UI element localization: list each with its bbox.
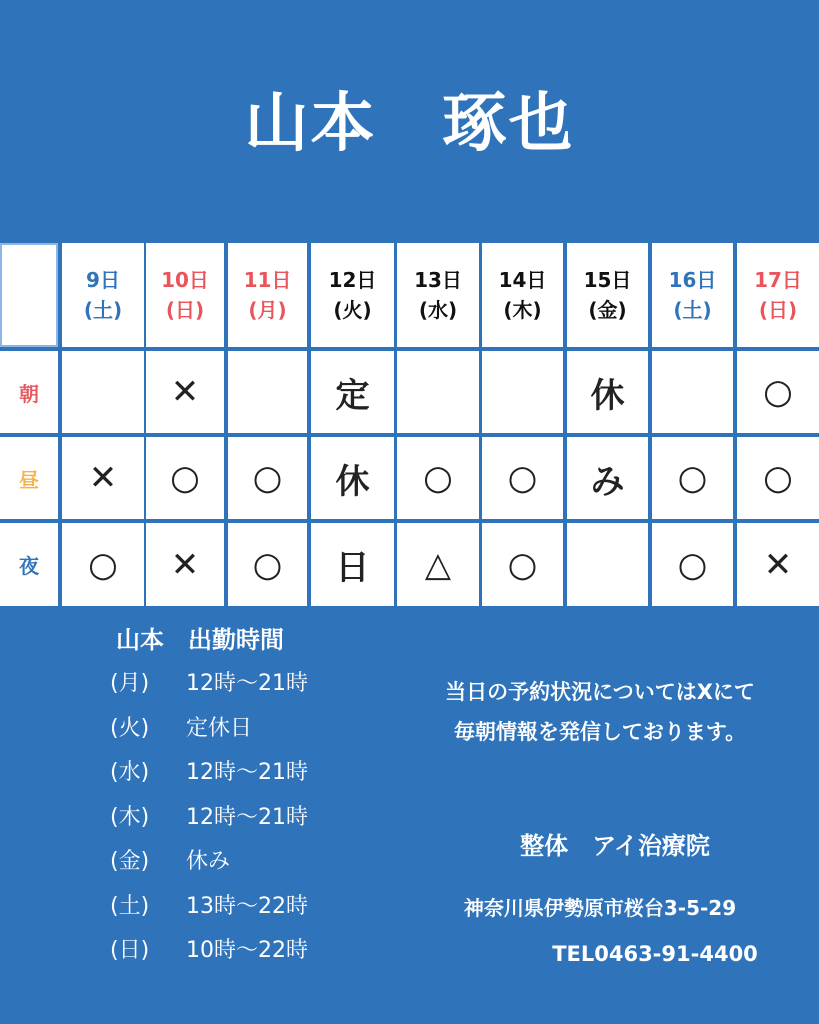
schedule-cell [62,351,144,433]
schedule-cell: ✕ [737,523,819,606]
day-date: 14日 [498,268,547,292]
schedule-table [0,243,819,606]
hours-time: 13時〜22時 [186,893,308,919]
schedule-cell: 休 [311,437,394,519]
schedule-cell [652,351,733,433]
hours-day: (火) [110,715,150,741]
schedule-cell: ○ [228,437,307,519]
schedule-cell: ✕ [146,523,224,606]
hours-day: (月) [110,671,150,696]
hours-list [110,662,308,974]
hours-time: 12時〜21時 [186,760,308,785]
notice-line: 当日の予約状況についてはXにて [445,680,755,704]
day-weekday: (木) [503,298,542,322]
day-weekday: (土) [673,298,712,322]
row-label: 夜 [0,523,58,606]
day-weekday: (日) [165,298,205,322]
hours-row [110,885,308,930]
hours-row [110,751,308,796]
day-date: 11日 [243,268,292,292]
schedule-cell: ○ [482,437,563,519]
schedule-cell: ○ [652,523,733,606]
day-date: 10日 [161,268,209,292]
schedule-cell: ○ [652,437,733,519]
hours-time: 10時〜22時 [186,938,308,963]
notice-line: 毎朝情報を発信しております。 [453,720,747,744]
schedule-cell [397,351,479,433]
schedule-cell: 日 [311,523,394,606]
day-weekday: (水) [418,298,458,322]
clinic-tel: TEL0463-91-4400 [552,942,758,966]
hours-title: 山本 出勤時間 [116,626,284,654]
day-date: 13日 [414,268,462,292]
day-header [62,243,144,347]
schedule-cell: ○ [62,523,144,606]
day-date: 12日 [328,268,377,292]
schedule-cell [228,351,307,433]
schedule-cell: ✕ [146,351,224,433]
hours-time: 休み [186,849,231,874]
hours-row [110,662,308,707]
day-header [482,243,563,347]
schedule-cell: ○ [737,437,819,519]
day-weekday: (金) [588,298,627,322]
hours-day: (木) [110,804,150,830]
day-date: 16日 [668,268,717,292]
table-corner [0,243,58,347]
schedule-cell: ○ [397,437,479,519]
schedule-cell [482,351,563,433]
day-date: 9日 [86,268,120,292]
schedule-cell: ○ [146,437,224,519]
hours-day: (金) [110,849,150,874]
day-header [146,243,224,347]
notice [400,672,800,752]
page-title: 山本 琢也 [244,87,575,161]
hours-time: 12時〜21時 [186,804,308,830]
day-weekday: (日) [758,298,798,322]
day-date: 17日 [754,268,802,292]
day-date: 15日 [583,268,632,292]
schedule-cell: ○ [737,351,819,433]
hours-row [110,796,308,841]
hours-day: (土) [110,893,150,919]
hours-day: (日) [110,938,150,963]
clinic-address: 神奈川県伊勢原市桜台3-5-29 [463,896,737,920]
hours-day: (水) [110,760,150,785]
row-label: 昼 [0,437,58,519]
schedule-cell: ○ [482,523,563,606]
day-header [567,243,648,347]
schedule-cell: ✕ [62,437,144,519]
day-header [311,243,394,347]
hours-row [110,929,308,974]
row-label: 朝 [0,351,58,433]
schedule-cell: ○ [228,523,307,606]
day-header [652,243,733,347]
day-header [228,243,307,347]
schedule-cell: み [567,437,648,519]
day-weekday: (土) [83,298,123,322]
day-header [737,243,819,347]
schedule-cell [567,523,648,606]
day-weekday: (火) [333,298,372,322]
schedule-cell: 休 [567,351,648,433]
hours-row [110,707,308,752]
hours-row [110,840,308,885]
clinic-name: 整体 アイ治療院 [520,832,710,860]
day-weekday: (月) [248,298,287,322]
schedule-cell: 定 [311,351,394,433]
schedule-cell: △ [397,523,479,606]
hours-time: 定休日 [186,715,253,741]
day-header [397,243,479,347]
hours-time: 12時〜21時 [186,671,308,696]
